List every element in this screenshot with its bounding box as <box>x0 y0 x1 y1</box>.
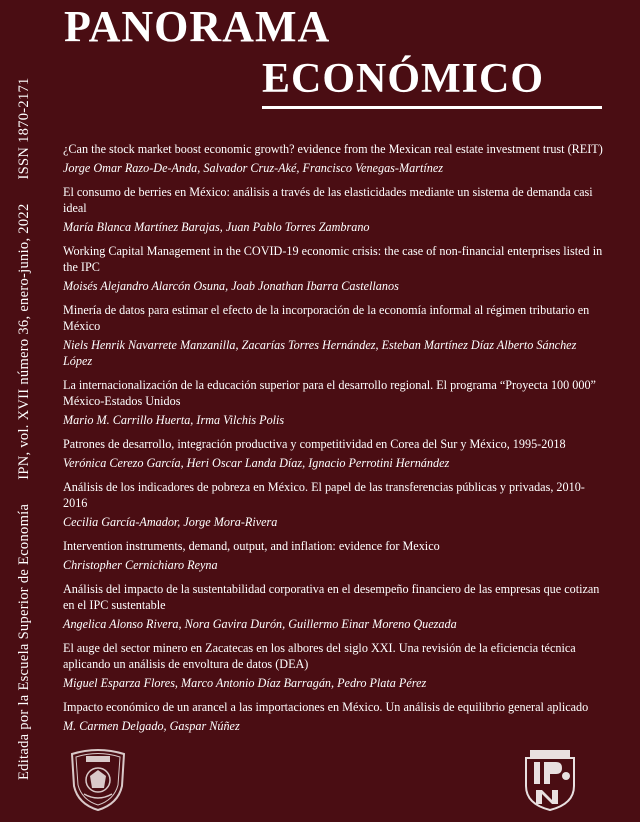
ese-seal-icon <box>66 746 130 812</box>
article-authors: Niels Henrik Navarrete Manzanilla, Zacarías Torres Hernández, Esteban Martínez Díaz Alberto Sánchez López <box>63 338 577 368</box>
article-authors: Miguel Esparza Flores, Marco Antonio Díaz Barragán, Pedro Plata Pérez <box>63 676 427 690</box>
article-authors: Angelica Alonso Rivera, Nora Gavira Durón, Guillermo Einar Moreno Quezada <box>63 617 457 631</box>
article-authors: M. Carmen Delgado, Gaspar Núñez <box>63 719 240 733</box>
title-underline <box>262 106 602 109</box>
article-entry <box>63 581 608 632</box>
article-entry <box>63 538 608 573</box>
article-authors: Mario M. Carrillo Huerta, Irma Vilchis Polis <box>63 413 285 427</box>
article-authors: Christopher Cernichiaro Reyna <box>63 558 218 572</box>
article-title: Análisis de los indicadores de pobreza en México. El papel de las transferencias públicas y privadas, 2010-2016 <box>63 480 585 510</box>
article-entry <box>63 640 608 691</box>
article-entry <box>63 479 608 530</box>
spine-issn: ISSN 1870-2171 <box>16 77 32 180</box>
article-title: La internacionalización de la educación superior para el desarrollo regional. El programa “Proyecta 100 000” México-Estados Unidos <box>63 378 596 408</box>
article-title: Intervention instruments, demand, output, and inflation: evidence for Mexico <box>63 539 440 553</box>
article-title: Minería de datos para estimar el efecto de la incorporación de la economía informal al régimen tributario en México <box>63 303 590 333</box>
spine-text <box>16 77 33 780</box>
article-title: Patrones de desarrollo, integración productiva y competitividad en Corea del Sur y México, 1995-2018 <box>63 437 566 451</box>
spine-publisher: Editada por la Escuela Superior de Economía <box>16 503 32 780</box>
article-entry <box>63 243 608 294</box>
journal-title-line2: ECONÓMICO <box>262 56 544 102</box>
article-authors: María Blanca Martínez Barajas, Juan Pablo Torres Zambrano <box>63 220 370 234</box>
article-authors: Jorge Omar Razo-De-Anda, Salvador Cruz-Aké, Francisco Venegas-Martínez <box>63 161 443 175</box>
table-of-contents <box>63 141 608 742</box>
article-entry <box>63 184 608 235</box>
journal-title-line1: PANORAMA <box>64 2 331 51</box>
article-title: Análisis del impacto de la sustentabilidad corporativa en el desempeño financiero de las empresas que cotizan en el IPC sustentable <box>63 582 600 612</box>
spine-volume: IPN, vol. XVII número 36, enero-junio, 2022 <box>16 203 32 480</box>
article-title: El consumo de berries en México: análisis a través de las elasticidades mediante un sistema de demanda casi ideal <box>63 185 593 215</box>
article-title: Working Capital Management in the COVID-19 economic crisis: the case of non-financial enterprises listed in the IPC <box>63 244 603 274</box>
article-authors: Moisés Alejandro Alarcón Osuna, Joab Jonathan Ibarra Castellanos <box>63 279 399 293</box>
article-title: ¿Can the stock market boost economic growth? evidence from the Mexican real estate investment trust (REIT) <box>63 142 603 156</box>
article-entry <box>63 699 608 734</box>
article-authors: Cecilia García-Amador, Jorge Mora-Rivera <box>63 515 278 529</box>
article-entry <box>63 141 608 176</box>
article-title: El auge del sector minero en Zacatecas en los albores del siglo XXI. Una revisión de la eficiencia técnica aplicando un análisis de envoltura de datos (DEA) <box>63 641 576 671</box>
ipn-seal-icon <box>522 746 578 812</box>
article-title: Impacto económico de un arancel a las importaciones en México. Un análisis de equilibrio general aplicado <box>63 700 589 714</box>
article-authors: Verónica Cerezo García, Heri Oscar Landa Díaz, Ignacio Perrotini Hernández <box>63 456 450 470</box>
article-entry <box>63 302 608 369</box>
article-entry <box>63 436 608 471</box>
article-entry <box>63 377 608 428</box>
